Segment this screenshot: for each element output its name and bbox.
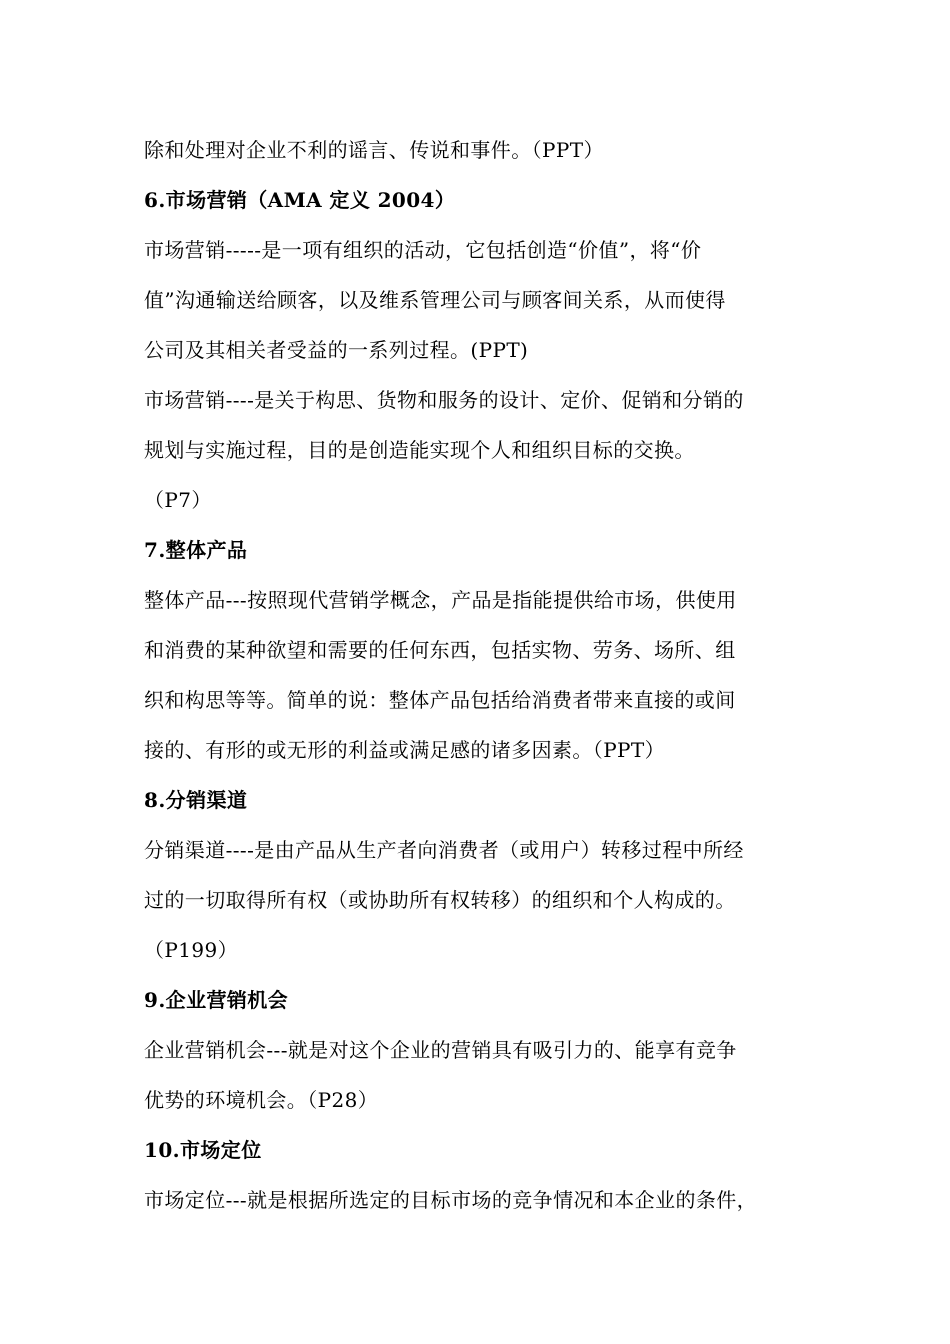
paragraph-line: （P7） (144, 488, 212, 512)
section-heading-marketing: 6.市场营销（AMA 定义 2004） (144, 188, 456, 212)
section-heading-market-positioning: 10.市场定位 (144, 1138, 262, 1162)
paragraph-line: 和消费的某种欲望和需要的任何东西，包括实物、劳务、场所、组 (144, 638, 736, 662)
paragraph-line: 企业营销机会---就是对这个企业的营销具有吸引力的、能享有竞争 (144, 1038, 737, 1062)
paragraph-line: 织和构思等等。简单的说：整体产品包括给消费者带来直接的或间 (144, 688, 736, 712)
paragraph-line: （P199） (144, 938, 239, 962)
paragraph-line: 过的一切取得所有权（或协助所有权转移）的组织和个人构成的。 (144, 888, 736, 912)
paragraph-line: 市场营销----是关于构思、货物和服务的设计、定价、促销和分销的 (144, 388, 744, 412)
section-heading-marketing-opportunity: 9.企业营销机会 (144, 988, 289, 1012)
paragraph-line: 市场定位---就是根据所选定的目标市场的竞争情况和本企业的条件， (144, 1188, 758, 1212)
paragraph-continuation: 除和处理对企业不利的谣言、传说和事件。（PPT） (144, 138, 604, 162)
paragraph-line: 分销渠道----是由产品从生产者向消费者（或用户）转移过程中所经 (144, 838, 744, 862)
paragraph-line: 市场营销-----是一项有组织的活动，它包括创造“价值”，将“价 (144, 238, 702, 262)
paragraph-line: 值”沟通输送给顾客，以及维系管理公司与顾客间关系，从而使得 (144, 288, 726, 312)
section-heading-distribution-channel: 8.分销渠道 (144, 788, 248, 812)
paragraph-line: 接的、有形的或无形的利益或满足感的诸多因素。（PPT） (144, 738, 666, 762)
paragraph-line: 优势的环境机会。（P28） (144, 1088, 379, 1112)
paragraph-line: 整体产品---按照现代营销学概念，产品是指能提供给市场，供使用 (144, 588, 737, 612)
paragraph-line: 公司及其相关者受益的一系列过程。(PPT) (144, 338, 529, 362)
paragraph-line: 规划与实施过程，目的是创造能实现个人和组织目标的交换。 (144, 438, 695, 462)
section-heading-total-product: 7.整体产品 (144, 538, 248, 562)
